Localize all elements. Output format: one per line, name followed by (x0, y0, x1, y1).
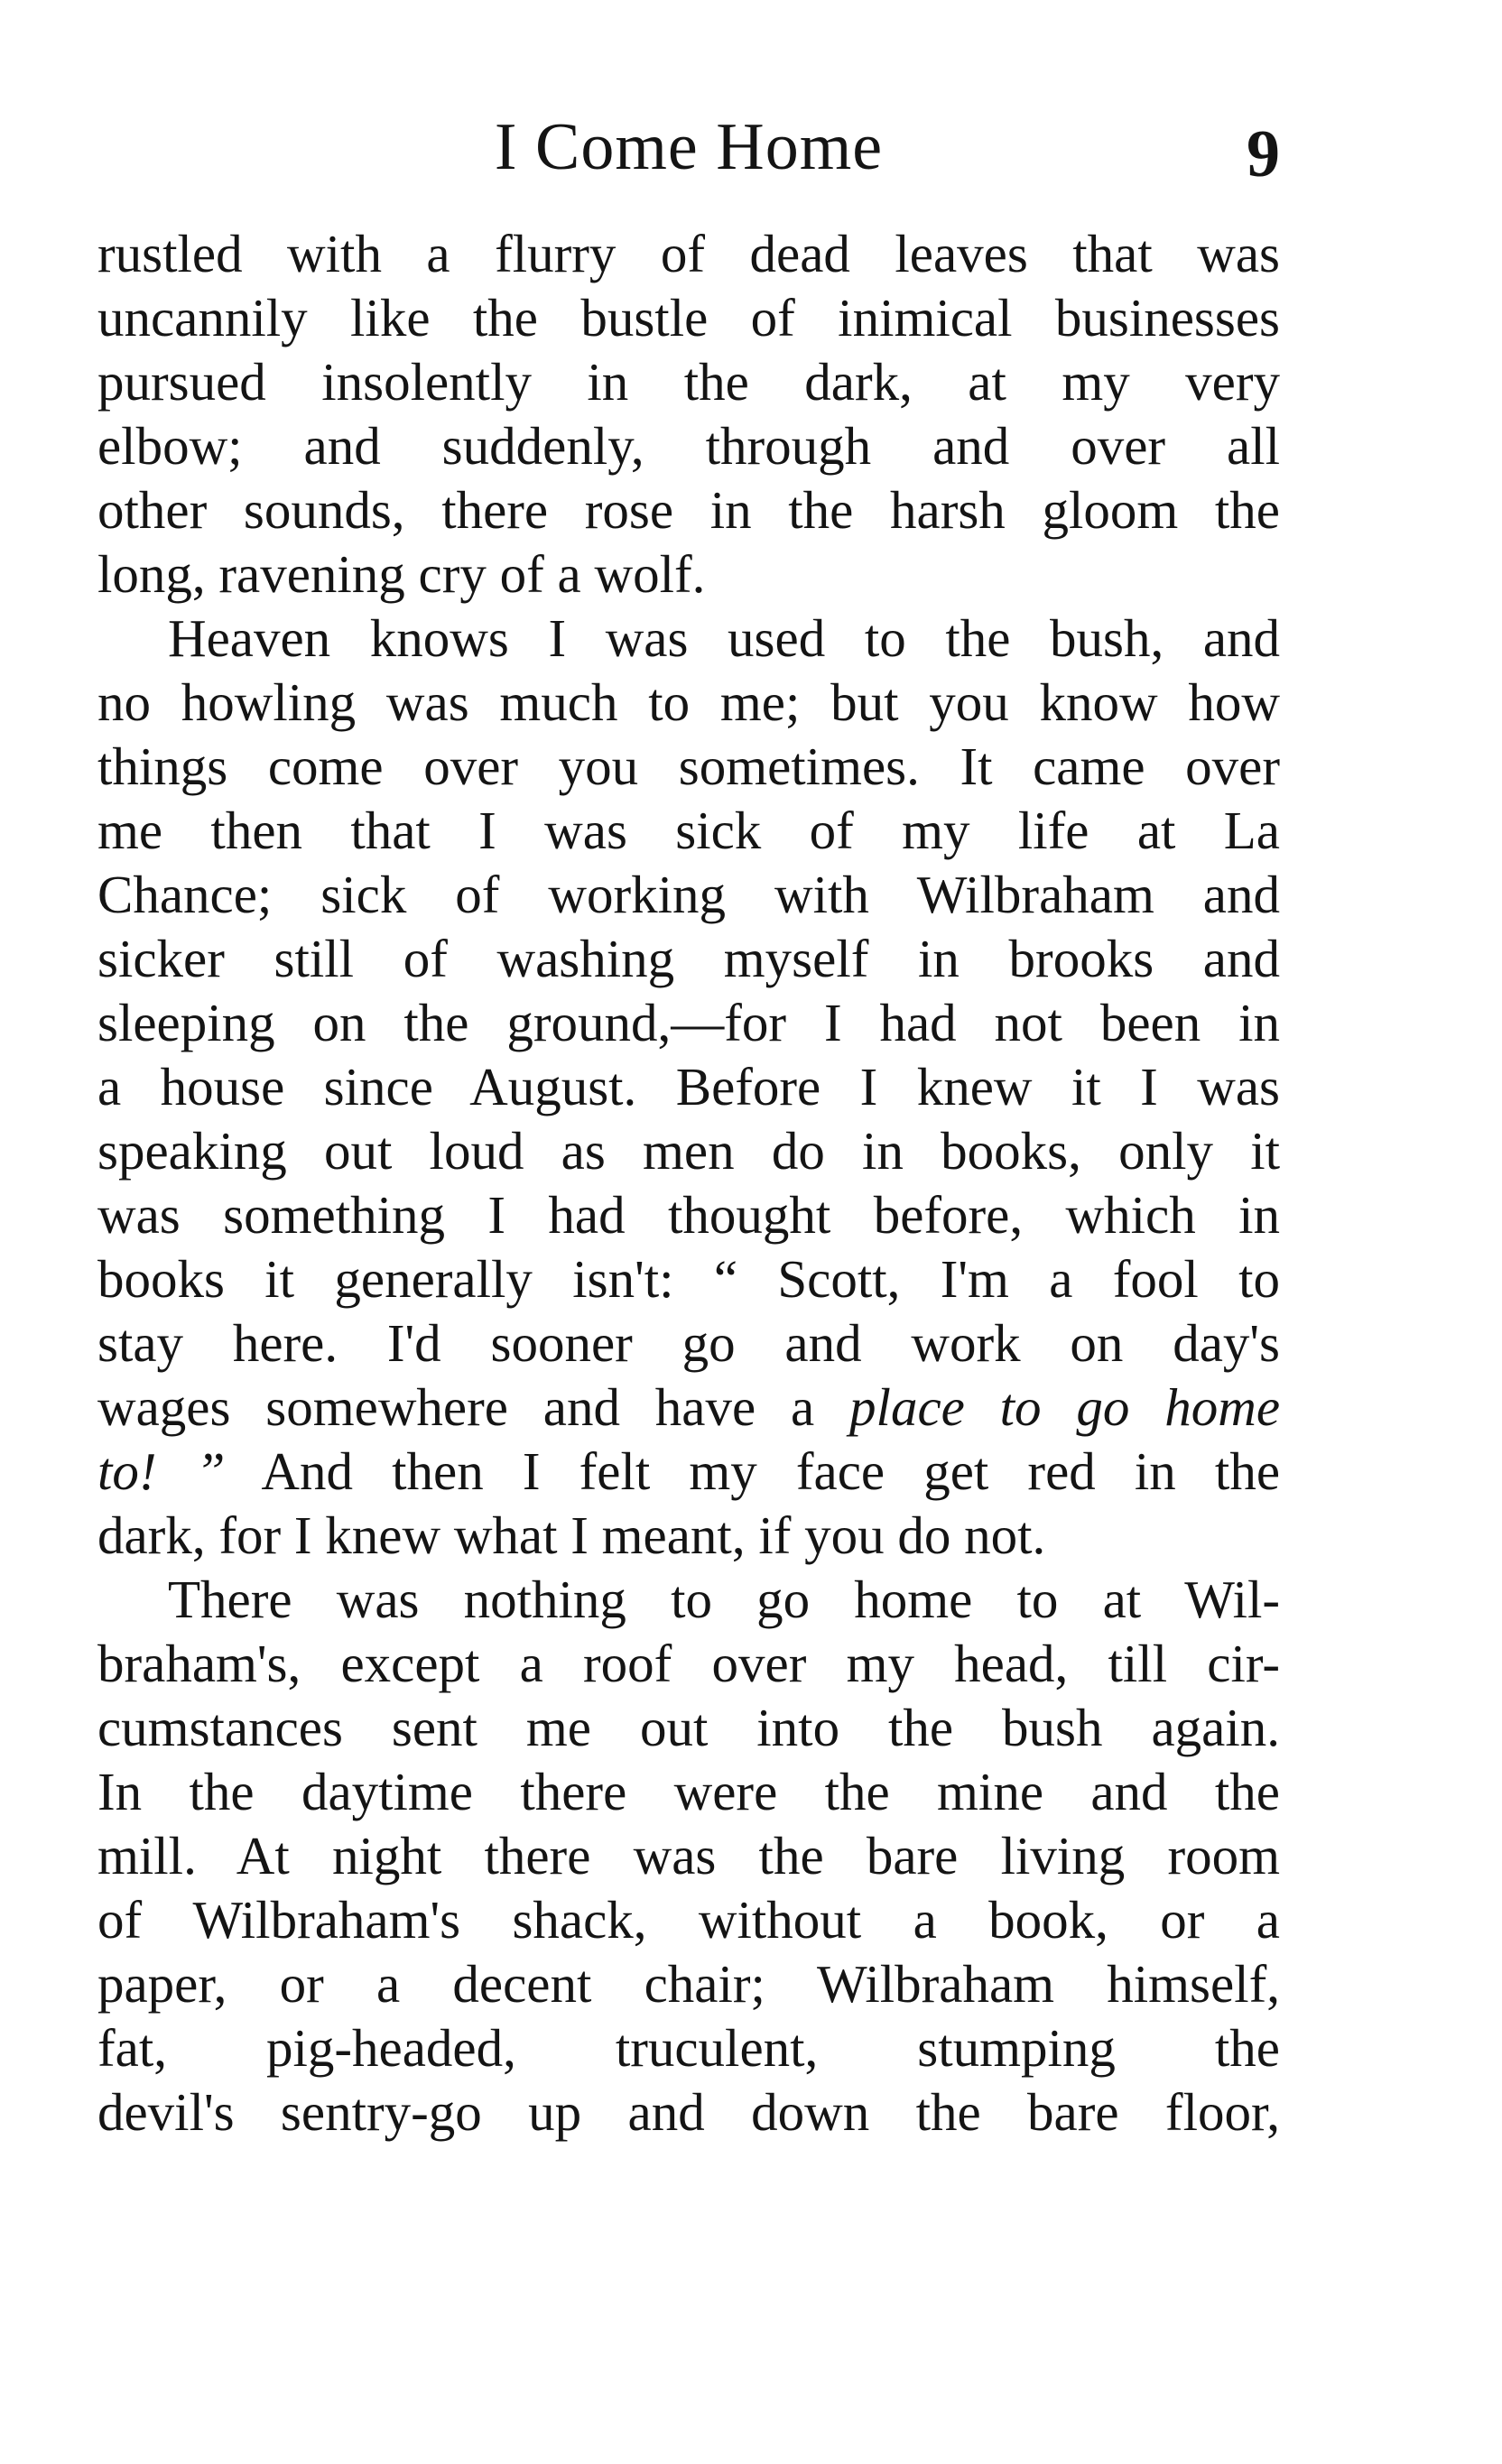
text-line: sleeping on the ground,—for I had not been in (97, 993, 1280, 1052)
text-line: braham's, except a roof over my head, till cir- (97, 1634, 1280, 1693)
text-run: And then I felt my face get red in the (225, 1441, 1281, 1501)
text-line: dark, for I knew what I meant, if you do not. (97, 1505, 1046, 1565)
text-line: In the daytime there were the mine and the (97, 1762, 1280, 1821)
text-line: paper, or a decent chair; Wilbraham himself, (97, 1954, 1280, 2014)
paragraph-start-line: Heaven knows I was used to the bush, and (168, 608, 1280, 668)
italic-text-run: place to go home (849, 1377, 1281, 1437)
text-line: mill. At night there was the bare living room (97, 1826, 1280, 1885)
text-line: a house since August. Before I knew it I was (97, 1057, 1280, 1116)
text-line: other sounds, there rose in the harsh gloom the (97, 480, 1280, 540)
text-line: was something I had thought before, which in (97, 1185, 1280, 1245)
text-line: stay here. I'd sooner go and work on day's (97, 1313, 1280, 1373)
text-line: sicker still of washing myself in brooks and (97, 929, 1280, 988)
text-line (97, 1376, 1280, 1440)
text-line: elbow; and suddenly, through and over all (97, 416, 1280, 476)
text-line: things come over you sometimes. It came over (97, 736, 1280, 796)
running-title: I Come Home (494, 110, 884, 184)
text-line: me then that I was sick of my life at La (97, 801, 1280, 860)
text-line: uncannily like the bustle of inimical businesses (97, 288, 1280, 347)
text-line: no howling was much to me; but you know how (97, 672, 1280, 732)
running-header (97, 107, 1280, 191)
text-line: long, ravening cry of a wolf. (97, 544, 706, 604)
text-run: wages somewhere and have a (97, 1377, 850, 1437)
italic-text-run: to! ” (97, 1441, 226, 1501)
text-line: pursued insolently in the dark, at my very (97, 352, 1280, 412)
text-line: rustled with a flurry of dead leaves that was (97, 224, 1280, 283)
text-line: Chance; sick of working with Wilbraham and (97, 865, 1280, 924)
body-text (97, 222, 1280, 2144)
text-line: speaking out loud as men do in books, only it (97, 1121, 1280, 1181)
text-line: books it generally isn't: “ Scott, I'm a fool to (97, 1249, 1280, 1309)
text-line: cumstances sent me out into the bush again. (97, 1698, 1280, 1757)
text-line: of Wilbraham's shack, without a book, or a (97, 1890, 1280, 1950)
paragraph-start-line: There was nothing to go home to at Wil- (168, 1570, 1280, 1629)
text-line: devil's sentry-go up and down the bare floor, (97, 2082, 1280, 2142)
text-line: fat, pig-headed, truculent, stumping the (97, 2018, 1280, 2078)
text-line (97, 1440, 1280, 1504)
page-number: 9 (1247, 117, 1280, 191)
